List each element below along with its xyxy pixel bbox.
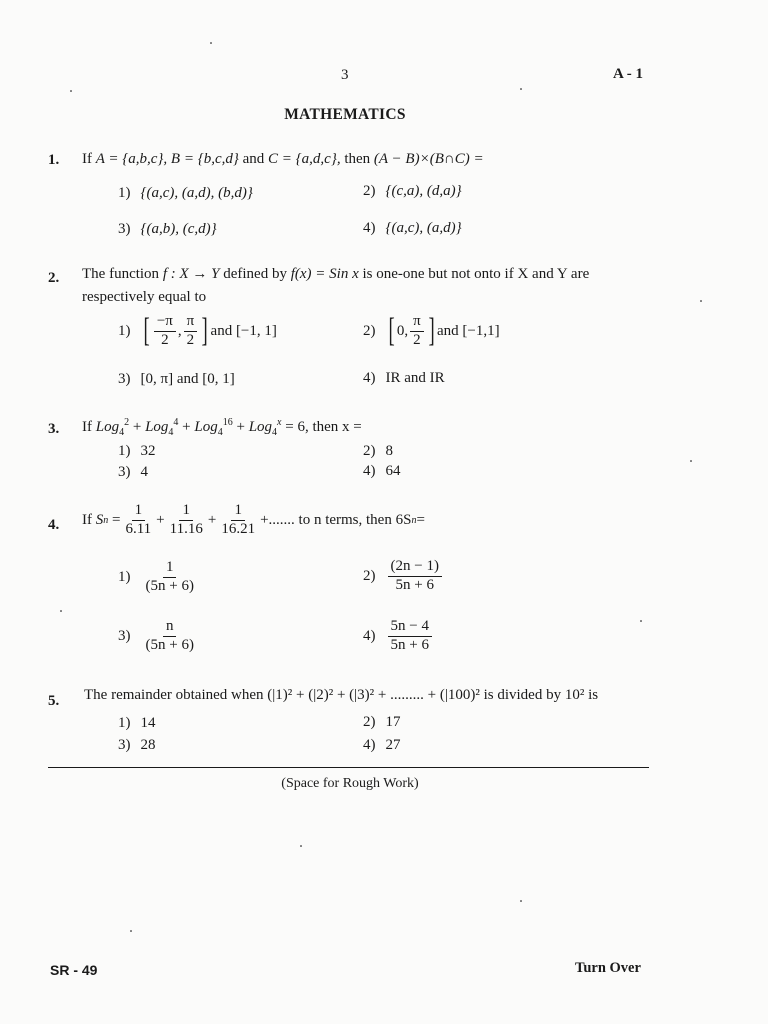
- scan-speck: [640, 620, 642, 622]
- paper-code: A - 1: [613, 66, 643, 82]
- question-number: 5.: [48, 693, 60, 709]
- rough-work-label: (Space for Rough Work): [281, 776, 419, 791]
- answer-option[interactable]: 4) 64: [363, 463, 401, 479]
- question-stem: If S n = $\frac{1}{6.11}$ + $\frac{1}{11.16}$ + $\frac{1}{16.21}$ +....... to n terms, then 6S n =: [82, 502, 425, 537]
- scan-speck: [70, 90, 72, 92]
- section-divider: [48, 767, 649, 768]
- turn-over-label: Turn Over: [575, 960, 641, 976]
- question-stem: The function f : X → Y defined by f(x) = Sin x is one-one but not onto if X and Y are: [82, 266, 590, 282]
- page-title: MATHEMATICS: [284, 106, 406, 123]
- footer-code: SR - 49: [50, 962, 98, 978]
- answer-option[interactable]: 3) [0, π] and [0, 1]: [118, 371, 235, 387]
- answer-option[interactable]: 4) {(a,c), (a,d)}: [363, 220, 462, 236]
- answer-option[interactable]: 4) $\frac{5n - 4}{5n + 6}$: [363, 619, 434, 654]
- question-number: 2.: [48, 270, 60, 286]
- answer-option[interactable]: 1) 14: [118, 715, 156, 731]
- scan-speck: [300, 845, 302, 847]
- answer-option[interactable]: 2) [ 0, $\frac{\pi}{2}$ ] and [−1,1]: [363, 312, 500, 350]
- answer-option[interactable]: 4) 27: [363, 737, 401, 753]
- answer-option[interactable]: 3) {(a,b), (c,d)}: [118, 221, 217, 237]
- answer-option[interactable]: 1) $\frac{1}{(5n + 6)}$: [118, 559, 194, 594]
- answer-option[interactable]: 4) IR and IR: [363, 370, 445, 386]
- answer-option[interactable]: 3) $\frac{n}{(5n + 6)}$: [118, 618, 194, 653]
- scan-speck: [700, 300, 702, 302]
- answer-option[interactable]: 1) [ $\frac{-\pi}{2}$ , $\frac{\pi}{2}$ ] and [−1, 1]: [118, 312, 277, 350]
- scan-speck: [130, 930, 132, 932]
- answer-option[interactable]: 2) {(c,a), (d,a)}: [363, 183, 462, 199]
- answer-option[interactable]: 2) 17: [363, 714, 401, 730]
- question-stem-line: respectively equal to: [82, 289, 207, 305]
- question-stem: If Log$_4^2$ + Log$_4^4$ + Log$_4^{16}$ + Log$_4^x$ = 6, then x =: [82, 417, 362, 438]
- answer-option[interactable]: 1) 32: [118, 443, 156, 459]
- question-stem: If A = {a,b,c}, B = {b,c,d} and C = {a,d,c}, then (A − B)×(B∩C) =: [82, 151, 484, 167]
- scan-speck: [60, 610, 62, 612]
- answer-option[interactable]: 2) $\frac{(2n - 1)}{5n + 6}$: [363, 559, 444, 594]
- answer-option[interactable]: 3) 4: [118, 464, 148, 480]
- answer-option[interactable]: 1) {(a,c), (a,d), (b,d)}: [118, 185, 253, 201]
- question-stem: The remainder obtained when (|1)² + (|2)² + (|3)² + ......... + (|100)² is divided by 10² is: [84, 687, 599, 703]
- scan-speck: [690, 460, 692, 462]
- question-number: 1.: [48, 152, 60, 168]
- scan-speck: [210, 42, 212, 44]
- answer-option[interactable]: 2) 8: [363, 443, 393, 459]
- question-number: 4.: [48, 517, 60, 533]
- answer-option[interactable]: 3) 28: [118, 737, 156, 753]
- page-number: 3: [341, 67, 349, 83]
- scan-speck: [520, 900, 522, 902]
- scan-speck: [520, 88, 522, 90]
- question-number: 3.: [48, 421, 60, 437]
